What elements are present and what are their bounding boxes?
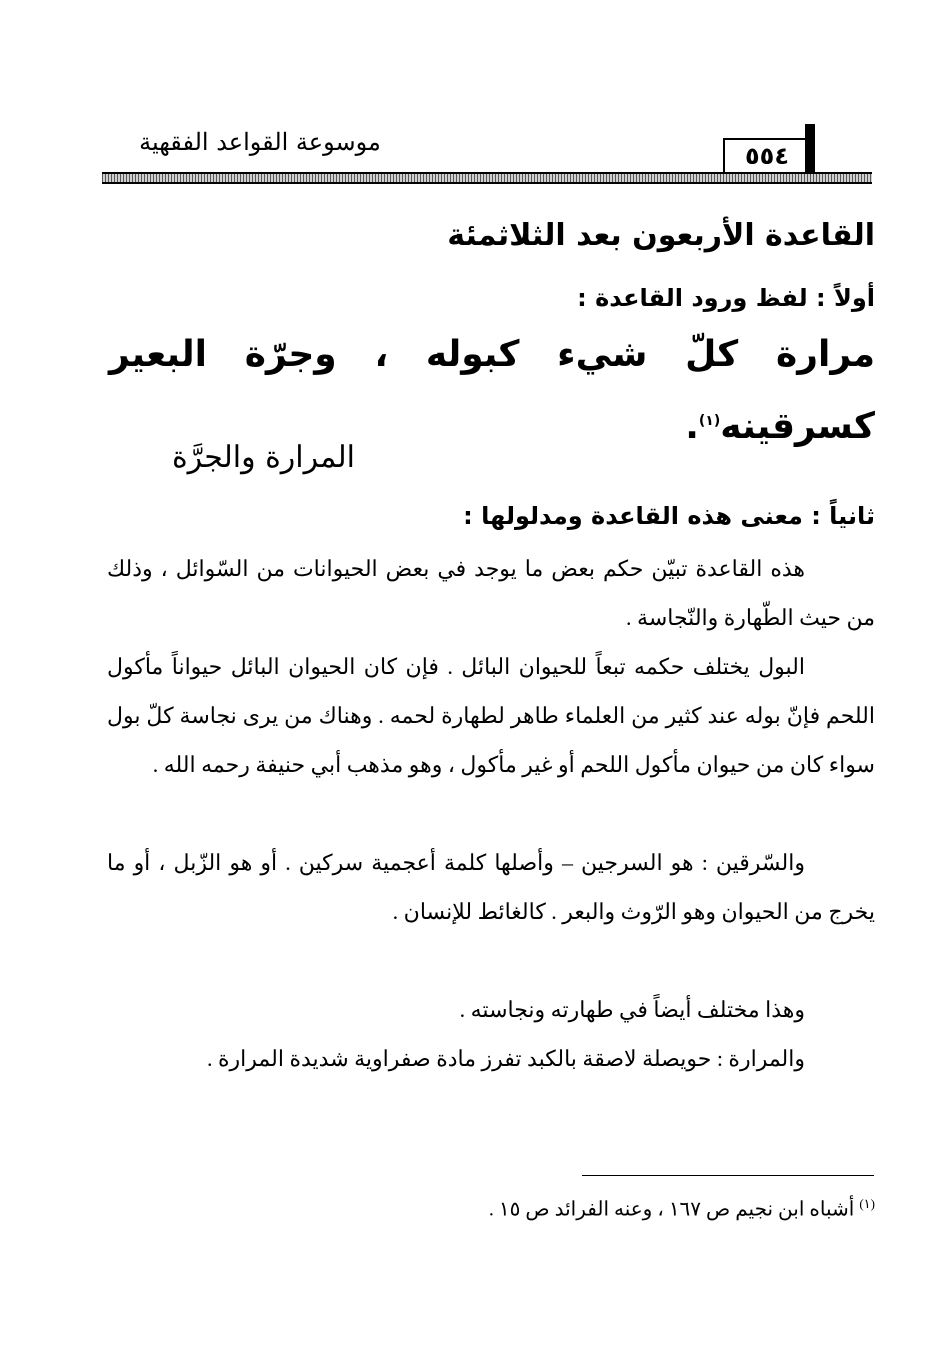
header-bar-decoration: [805, 124, 815, 178]
rule-title: القاعدة الأربعون بعد الثلاثمئة: [447, 218, 875, 253]
header-rule: [102, 172, 872, 184]
rule-text-body: مرارة كلّ شيء كبوله ، وجرّة البعير كسرقينه: [109, 334, 875, 447]
section-one-heading: أولاً : لفظ ورود القاعدة :: [577, 284, 875, 312]
footnote: [489, 1196, 875, 1222]
paragraph-5: [107, 1034, 875, 1083]
rule-footnote-mark[interactable]: (١): [698, 413, 721, 429]
page-number: ٥٥٤: [723, 138, 811, 172]
paragraph-5-text: والمرارة : حويصلة لاصقة بالكبد تفرز مادة صفراوية شديدة المرارة .: [207, 1046, 805, 1071]
paragraph-4-text: وهذا مختلف أيضاً في طهارته ونجاسته .: [459, 997, 805, 1022]
paragraph-2-text: البول يختلف حكمه تبعاً للحيوان البائل . فإن كان الحيوان البائل حيواناً مأكول اللحم فإنّ بوله عند كثير من العلماء طاهر لطهارة لحمه . وهناك من يرى نجاسة كلّ بول سواء كان من حيوان مأكول اللحم أو غير مأكول ، وهو مذهب أبي حنيفة رحمه الله .: [107, 654, 875, 777]
paragraph-1-text: هذه القاعدة تبيّن حكم بعض ما يوجد في بعض الحيوانات من السّوائل ، وذلك من حيث الطّهارة والنّجاسة .: [107, 556, 875, 630]
section-two-heading: ثانياً : معنى هذه القاعدة ومدلولها :: [463, 502, 875, 530]
paragraph-1: [107, 544, 875, 642]
footnote-text: أشباه ابن نجيم ص ١٦٧ ، وعنه الفرائد ص ١٥ .: [488, 1198, 855, 1221]
paragraph-3-text: والسّرقين : هو السرجين – وأصلها كلمة أعجمية سركين . أو هو الزّبل ، أو ما يخرج من الحيوان وهو الرّوث والبعر . كالغائط للإنسان .: [107, 850, 875, 924]
book-title: موسوعة القواعد الفقهية: [139, 128, 381, 156]
subtitle: المرارة والجرَّة: [171, 440, 355, 475]
paragraph-2: [107, 642, 875, 789]
rule-text-end: .: [685, 406, 699, 447]
paragraph-3: [107, 838, 875, 936]
paragraph-4: [107, 985, 875, 1034]
footnote-rule: [582, 1175, 874, 1176]
footnote-mark: (١): [859, 1196, 875, 1211]
